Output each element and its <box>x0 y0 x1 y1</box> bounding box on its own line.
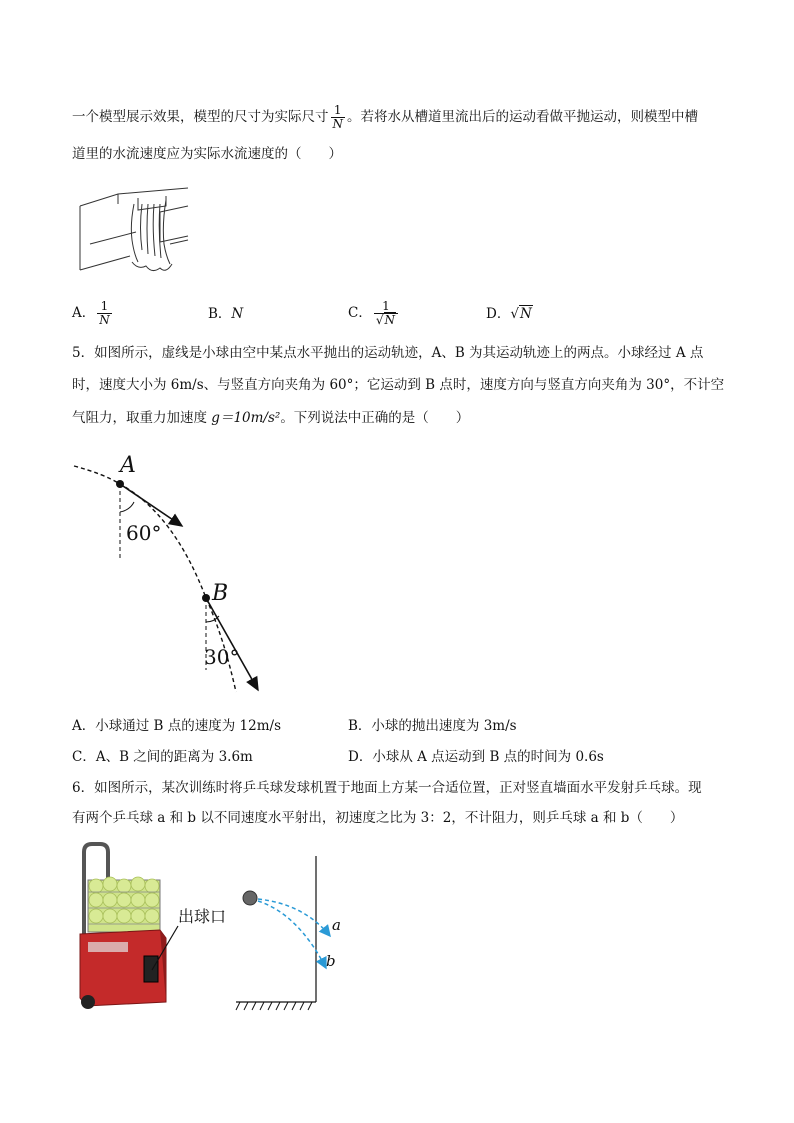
velocity-arrow-a <box>120 484 182 526</box>
q4-line-2: 道里的水流速度应为实际水流速度的（ ） <box>72 146 342 162</box>
angle-arc-a <box>120 502 134 512</box>
q4-option-c[interactable]: C． $\frac{1}{√N}$ <box>348 300 400 327</box>
q5-trajectory-figure <box>64 448 274 698</box>
q5-line-2: 时，速度大小为 6m/s、与竖直方向夹角为 60°；它运动到 B 点时，速度方向与竖直方向夹角为 30°，不计空 <box>72 377 725 393</box>
angle-b-label: 30° <box>204 645 240 669</box>
ping-pong-ball <box>243 891 257 905</box>
q4-line-1 <box>72 104 698 131</box>
q5-line-3: 气阻力，取重力加速度 g＝10m/s²。下列说法中正确的是（ ） <box>72 410 470 426</box>
label-a: a <box>332 916 341 934</box>
point-a-dot <box>116 480 124 488</box>
q4-option-a-fraction: $\frac{1}{N}$ <box>99 299 110 327</box>
point-b-dot <box>202 594 210 602</box>
label-b: b <box>326 952 336 970</box>
q6-ball-machine-figure <box>74 842 244 1014</box>
q4-channel-figure <box>78 184 190 284</box>
q5-option-d[interactable]: D．小球从 A 点运动到 B 点的时间为 0.6s <box>348 749 604 765</box>
q4-option-a[interactable]: A． $\frac{1}{N}$ <box>72 299 110 327</box>
point-b-label: B <box>212 581 229 606</box>
q5-option-c[interactable]: C．A、B 之间的距离为 3.6m <box>72 749 253 765</box>
outlet-label: 出球口 <box>178 907 227 926</box>
q4-option-d[interactable]: D．√N <box>486 306 532 322</box>
ball-outlet <box>144 956 158 982</box>
angle-a-label: 60° <box>126 521 162 545</box>
q5-option-a[interactable]: A．小球通过 B 点的速度为 12m/s <box>72 718 281 734</box>
q6-line-2: 有两个乒乓球 a 和 b 以不同速度水平射出，初速度之比为 3：2，不计阻力，则乒乓球 a 和 b（ ） <box>72 810 684 826</box>
velocity-arrow-b <box>206 598 258 690</box>
q5-line-1: 5．如图所示，虚线是小球由空中某点水平抛出的运动轨迹，A、B 为其运动轨迹上的两点。小球经过 A 点 <box>72 345 704 361</box>
trajectory-a <box>258 899 330 936</box>
q5-option-b[interactable]: B．小球的抛出速度为 3m/s <box>348 718 517 734</box>
q6-wall-figure <box>234 852 364 1014</box>
q4-text-a: 一个模型展示效果，模型的尺寸为实际尺寸 <box>72 109 329 125</box>
q6-line-1: 6．如图所示，某次训练时将乒乓球发球机置于地面上方某一合适位置，正对竖直墙面水平发射乒乓球。现 <box>72 780 702 796</box>
point-a-label: A <box>120 453 136 478</box>
q4-text-b: 。若将水从槽道里流出后的运动看做平抛运动，则模型中槽 <box>347 109 698 125</box>
q4-option-c-fraction: $\frac{1}{√N}$ <box>374 300 398 327</box>
q4-option-b[interactable]: B．N <box>208 306 244 322</box>
q4-fraction: $\frac{1}{N}$ <box>332 103 343 131</box>
machine-wheel <box>81 995 95 1009</box>
